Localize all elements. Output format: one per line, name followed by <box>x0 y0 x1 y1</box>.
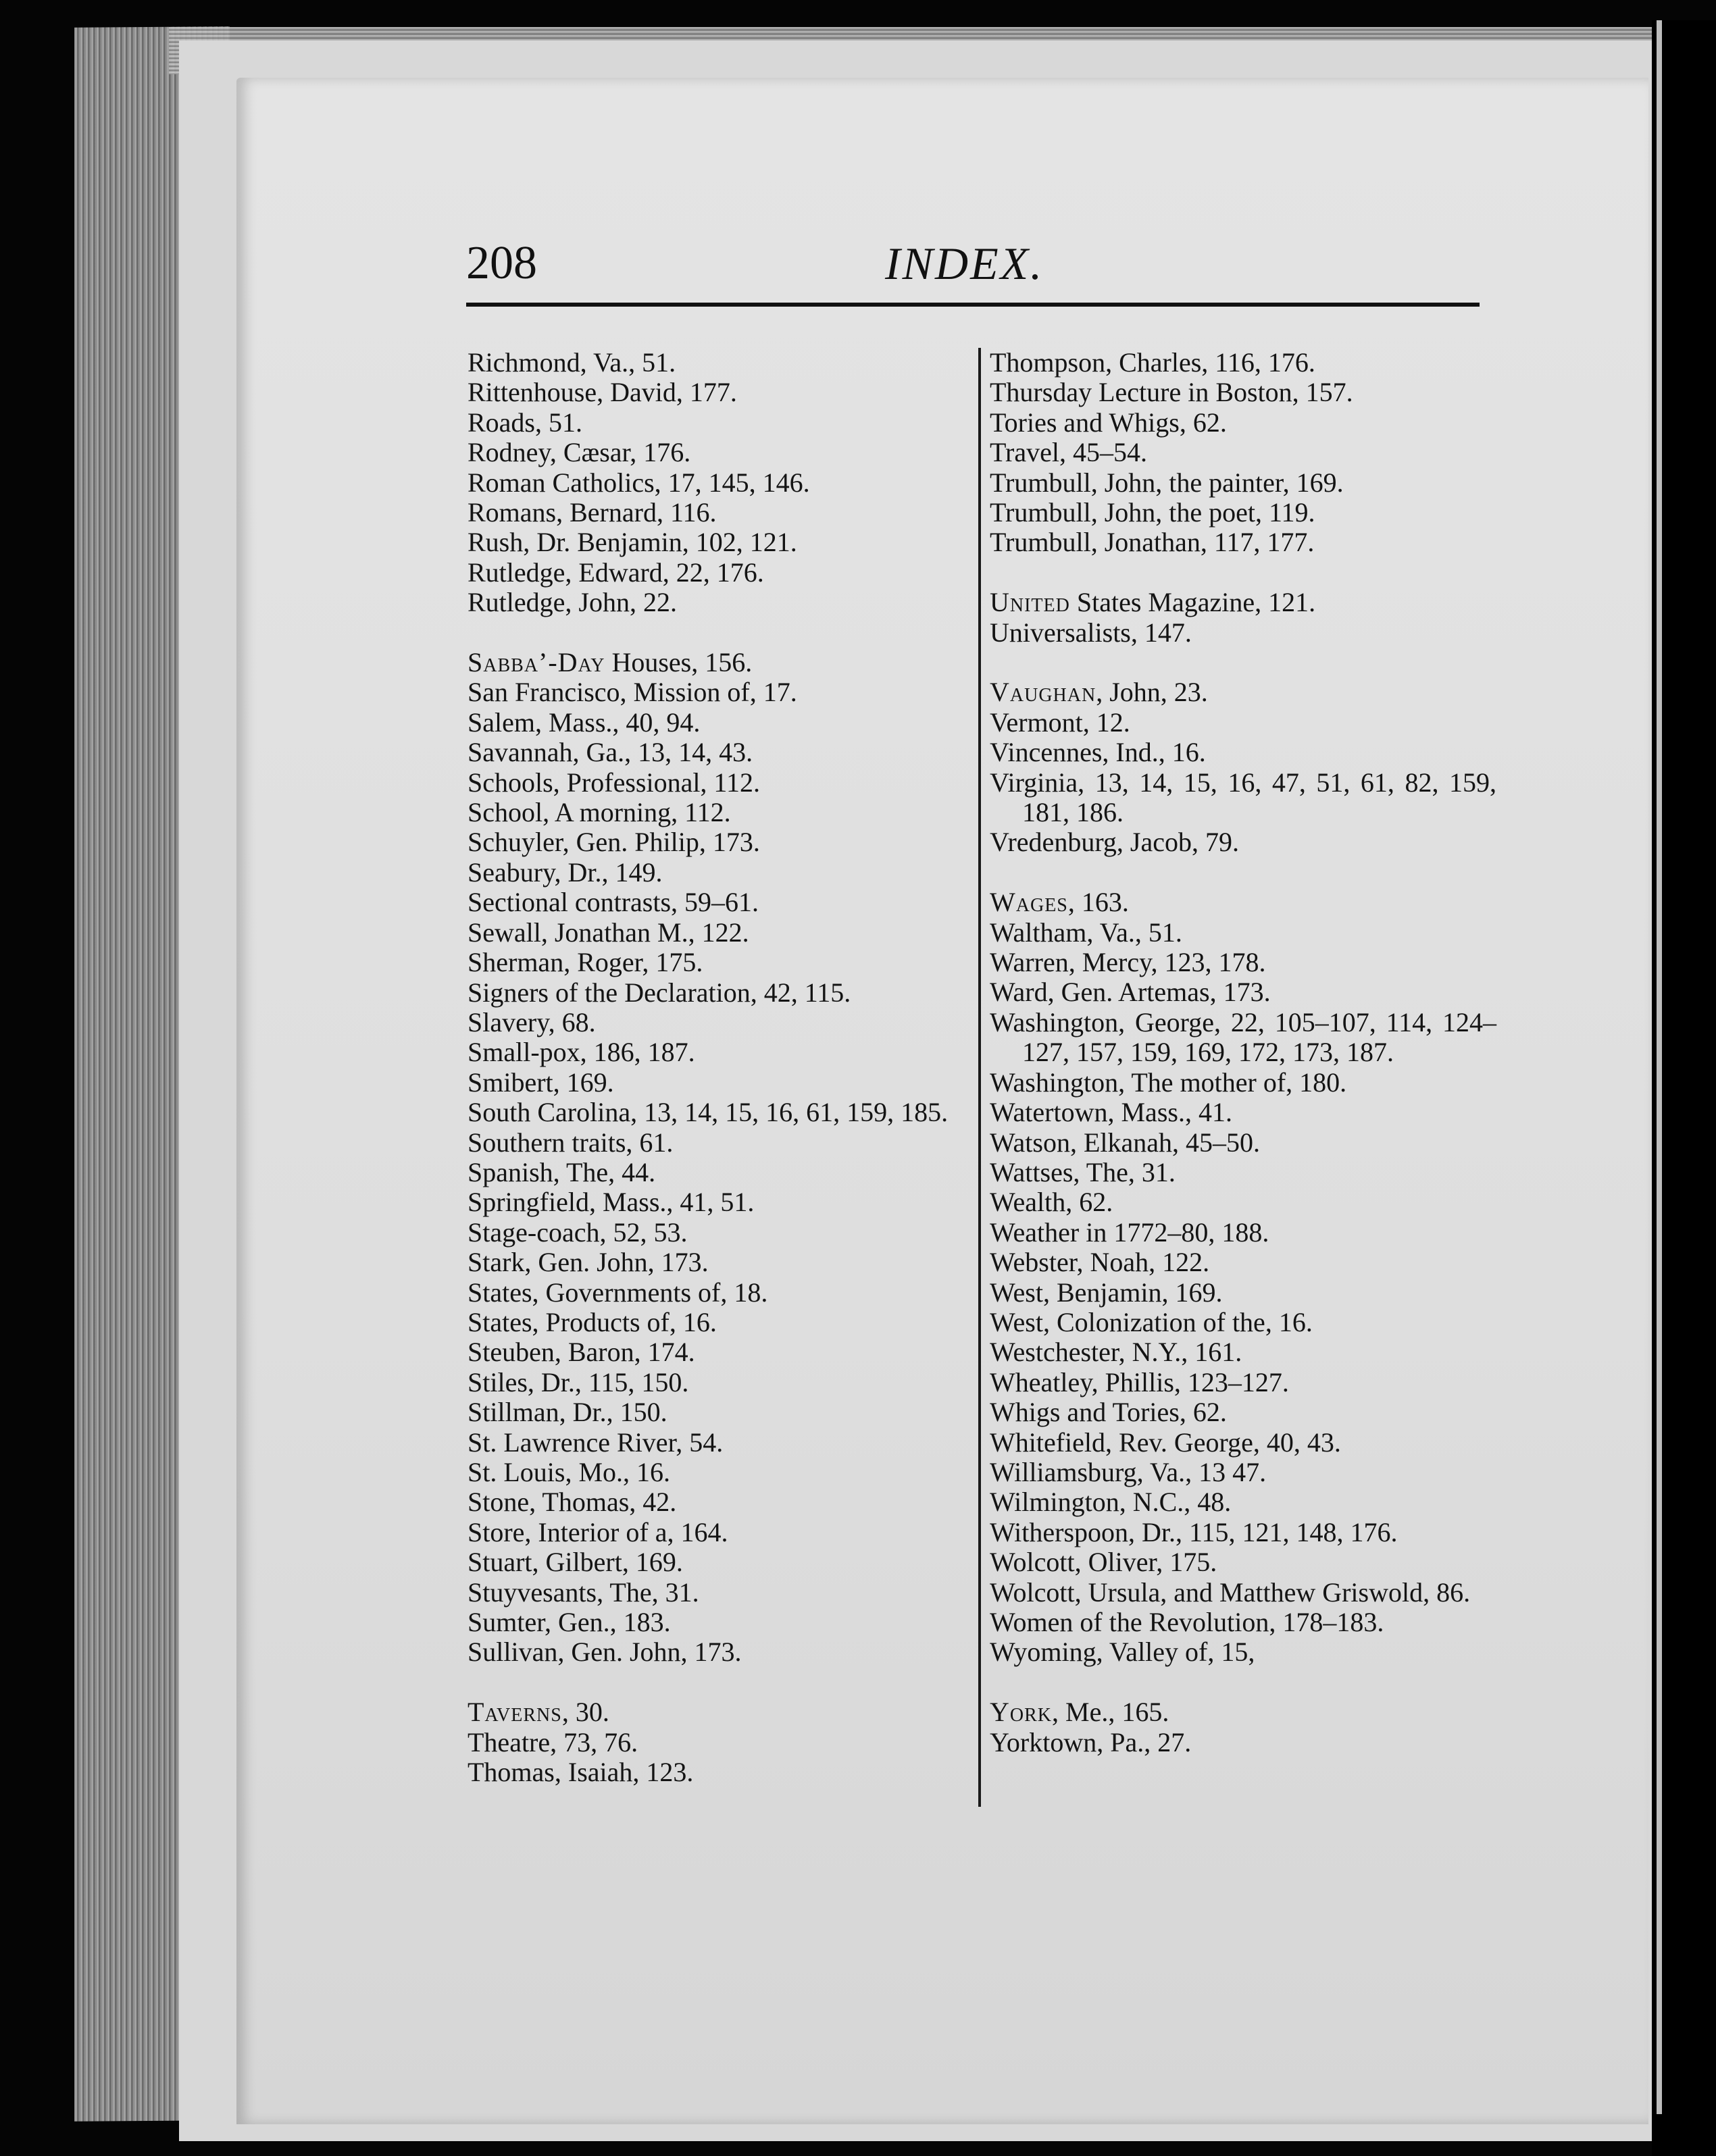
index-entry-text: Washington, The mother of, 180. <box>990 1067 1347 1098</box>
index-entry <box>990 408 1496 438</box>
index-entry-text: Watertown, Mass., 41. <box>990 1097 1232 1128</box>
index-entry-text: Savannah, Ga., 13, 14, 43. <box>468 737 753 768</box>
index-entry <box>468 948 967 977</box>
index-entry-text: Wilmington, N.C., 48. <box>990 1487 1232 1518</box>
index-entry-text: Roads, 51. <box>468 407 582 438</box>
index-entry-text: Williamsburg, Va., 13 47. <box>990 1456 1267 1487</box>
index-entry-text: Whigs and Tories, 62. <box>990 1397 1227 1428</box>
index-entry-text: , Me., 165. <box>1052 1697 1169 1728</box>
letter-group-gap <box>468 618 967 648</box>
index-entry-text: Stage-coach, 52, 53. <box>468 1216 688 1248</box>
index-entry-text: Travel, 45–54. <box>990 437 1147 468</box>
index-entry <box>990 1728 1496 1757</box>
index-entry-text: Sewall, Jonathan M., 122. <box>468 917 749 948</box>
index-entry-text: Trumbull, John, the poet, 119. <box>990 497 1315 528</box>
index-column-right <box>990 348 1496 1757</box>
index-entry-text: Wyoming, Valley of, 15, <box>990 1637 1255 1668</box>
index-entry <box>468 978 967 1008</box>
index-entry <box>468 408 967 438</box>
index-entry-text: Sectional contrasts, 59–61. <box>468 887 759 918</box>
index-entry-text: Rittenhouse, David, 177. <box>468 377 737 408</box>
index-entry <box>990 1637 1496 1667</box>
index-entry-text: Rush, Dr. Benjamin, 102, 121. <box>468 527 797 558</box>
index-entry <box>990 1368 1496 1397</box>
letter-group-gap <box>990 1668 1496 1697</box>
index-entry <box>990 948 1496 977</box>
index-entry <box>468 1487 967 1517</box>
index-entry <box>990 677 1496 707</box>
index-entry <box>468 498 967 528</box>
index-entry <box>468 438 967 467</box>
index-entry <box>990 1308 1496 1337</box>
index-entry <box>468 1368 967 1397</box>
index-entry-text: Stuart, Gilbert, 169. <box>468 1547 683 1578</box>
index-entry-text: School, A morning, 112. <box>468 797 731 828</box>
index-entry-text: Rutledge, Edward, 22, 176. <box>468 557 764 588</box>
index-entry-text: St. Louis, Mo., 16. <box>468 1457 671 1488</box>
index-entry <box>990 348 1496 378</box>
index-entry-text: Thursday Lecture in Boston, 157. <box>990 377 1353 408</box>
index-entry-text: Stiles, Dr., 115, 150. <box>468 1366 689 1397</box>
index-entry <box>990 738 1496 767</box>
index-entry-text: Universalists, 147. <box>990 617 1192 648</box>
index-entry <box>468 1308 967 1337</box>
index-entry <box>468 1547 967 1577</box>
index-entry <box>990 1248 1496 1277</box>
index-entry <box>468 1098 967 1127</box>
index-entry <box>990 1068 1496 1098</box>
index-entry-text: Weather in 1772–80, 188. <box>990 1216 1269 1248</box>
index-entry-text: Stark, Gen. John, 173. <box>468 1247 709 1278</box>
index-entry-text: Whitefield, Rev. George, 40, 43. <box>990 1427 1341 1458</box>
index-entry-text: South Carolina, 13, 14, 15, 16, 61, 159, 185. <box>468 1097 949 1128</box>
index-entry <box>468 348 967 378</box>
index-entry-text: Vincennes, Ind., 16. <box>990 737 1206 768</box>
index-entry-text: Washington, George, 22, 105–107, 114, 124–127, 157, 159, 169, 172, 173, 187. <box>990 1006 1496 1068</box>
column-divider <box>978 348 981 1807</box>
index-entry <box>990 1547 1496 1577</box>
page-header <box>466 230 1480 311</box>
letter-group-lead: Wages <box>990 887 1068 918</box>
index-entry <box>468 528 967 557</box>
index-entry-text: Stillman, Dr., 150. <box>468 1397 667 1428</box>
index-entry <box>990 1158 1496 1187</box>
index-entry <box>990 1278 1496 1308</box>
index-entry <box>990 1218 1496 1248</box>
index-entry <box>468 378 967 407</box>
letter-group-lead: United <box>990 587 1070 618</box>
index-entry <box>990 1608 1496 1637</box>
index-entry-text: Warren, Mercy, 123, 178. <box>990 947 1266 978</box>
index-entry-text: Southern traits, 61. <box>468 1127 674 1158</box>
running-title: INDEX. <box>885 238 1044 289</box>
index-entry <box>468 1428 967 1458</box>
index-entry-text: Vredenburg, Jacob, 79. <box>990 827 1239 858</box>
index-entry <box>990 588 1496 617</box>
index-entry-text: Signers of the Declaration, 42, 115. <box>468 977 851 1008</box>
index-entry <box>468 1757 967 1787</box>
index-entry <box>990 1518 1496 1547</box>
letter-group-gap <box>990 648 1496 677</box>
index-entry-text: Small-pox, 186, 187. <box>468 1037 695 1068</box>
index-entry <box>468 888 967 917</box>
index-entry-text: Vermont, 12. <box>990 707 1130 738</box>
index-entry <box>990 1128 1496 1158</box>
index-entry-text: , John, 23. <box>1096 677 1208 708</box>
index-entry <box>468 1187 967 1217</box>
index-entry-text: Virginia, 13, 14, 15, 16, 47, 51, 61, 82, 159, 181, 186. <box>990 767 1496 828</box>
index-column-left <box>468 348 967 1787</box>
index-entry <box>468 858 967 888</box>
index-entry-text: Wealth, 62. <box>990 1187 1113 1218</box>
index-entry <box>468 558 967 588</box>
index-entry-text: Springfield, Mass., 41, 51. <box>468 1187 755 1218</box>
index-entry-text: Watson, Elkanah, 45–50. <box>990 1127 1261 1158</box>
index-entry <box>990 1428 1496 1458</box>
index-entry-text: St. Lawrence River, 54. <box>468 1427 724 1458</box>
index-entry-text: Rutledge, John, 22. <box>468 587 677 618</box>
index-entry <box>468 1637 967 1667</box>
index-entry <box>990 618 1496 648</box>
index-entry-text: Stuyvesants, The, 31. <box>468 1576 699 1608</box>
index-entry-text: West, Colonization of the, 16. <box>990 1306 1313 1337</box>
index-entry-text: , 30. <box>561 1697 609 1728</box>
index-entry-text: Seabury, Dr., 149. <box>468 856 663 888</box>
index-entry <box>990 498 1496 528</box>
index-entry <box>468 798 967 827</box>
index-entry-text: Theatre, 73, 76. <box>468 1726 638 1757</box>
index-entry-text: Sullivan, Gen. John, 173. <box>468 1637 742 1668</box>
index-entry-text: , 163. <box>1067 887 1129 918</box>
letter-group-gap <box>990 858 1496 888</box>
index-entry <box>990 977 1496 1007</box>
index-entry <box>468 1248 967 1277</box>
index-entry <box>468 1337 967 1367</box>
index-entry <box>468 1008 967 1037</box>
index-entry-text: Waltham, Va., 51. <box>990 917 1182 948</box>
index-entry <box>468 588 967 617</box>
index-entry-text: Houses, 156. <box>605 647 753 678</box>
index-entry <box>990 708 1496 738</box>
index-entry-text: Thomas, Isaiah, 123. <box>468 1757 694 1788</box>
index-entry-text: States, Products of, 16. <box>468 1306 717 1337</box>
index-entry <box>990 1697 1496 1727</box>
index-entry <box>990 1397 1496 1427</box>
letter-group-lead: York <box>990 1697 1053 1728</box>
index-entry-text: Steuben, Baron, 174. <box>468 1337 695 1368</box>
index-entry <box>468 708 967 738</box>
index-entry-text: Ward, Gen. Artemas, 173. <box>990 977 1271 1008</box>
index-entry <box>468 827 967 857</box>
index-entry-text: Smibert, 169. <box>468 1067 614 1098</box>
index-entry <box>990 918 1496 948</box>
index-entry <box>990 1337 1496 1367</box>
index-entry-text: Wheatley, Phillis, 123–127. <box>990 1366 1289 1397</box>
index-entry-text: Salem, Mass., 40, 94. <box>468 707 701 738</box>
index-entry <box>468 1158 967 1187</box>
index-entry-text: Tories and Whigs, 62. <box>990 407 1227 438</box>
index-entry <box>468 1128 967 1158</box>
index-entry-text: Schuyler, Gen. Philip, 173. <box>468 827 760 858</box>
index-entry <box>990 1008 1496 1068</box>
index-entry <box>990 1458 1496 1487</box>
index-entry-text: Thompson, Charles, 116, 176. <box>990 347 1315 378</box>
letter-group-lead: Vaughan <box>990 677 1096 708</box>
index-entry <box>468 1608 967 1637</box>
index-entry-text: Spanish, The, 44. <box>468 1156 656 1187</box>
index-entry <box>468 1697 967 1727</box>
index-entry-text: Wolcott, Oliver, 175. <box>990 1547 1217 1578</box>
index-entry <box>468 1397 967 1427</box>
index-entry-text: Sumter, Gen., 183. <box>468 1607 671 1638</box>
index-entry <box>990 1487 1496 1517</box>
index-entry-text: Store, Interior of a, 164. <box>468 1516 728 1547</box>
index-entry-text: Rodney, Cæsar, 176. <box>468 437 691 468</box>
index-entry-text: Richmond, Va., 51. <box>468 347 676 378</box>
index-entry <box>990 528 1496 557</box>
index-entry-text: San Francisco, Mission of, 17. <box>468 677 797 708</box>
index-entry-text: Slavery, 68. <box>468 1006 596 1037</box>
index-entry <box>990 1098 1496 1127</box>
index-entry <box>468 1458 967 1487</box>
header-rule <box>466 303 1480 307</box>
index-entry <box>990 1187 1496 1217</box>
index-entry-text: Stone, Thomas, 42. <box>468 1487 677 1518</box>
index-entry <box>468 1068 967 1098</box>
index-entry-text: Sherman, Roger, 175. <box>468 947 703 978</box>
index-entry-text: Schools, Professional, 112. <box>468 767 760 798</box>
letter-group-gap <box>990 558 1496 588</box>
index-entry-text: Roman Catholics, 17, 145, 146. <box>468 467 810 498</box>
letter-group-lead: Taverns <box>468 1697 562 1728</box>
index-entry-text: Yorktown, Pa., 27. <box>990 1726 1192 1757</box>
index-entry <box>468 1518 967 1547</box>
index-entry-text: States, Governments of, 18. <box>468 1277 768 1308</box>
index-entry <box>990 378 1496 407</box>
index-entry-text: Romans, Bernard, 116. <box>468 497 717 528</box>
index-entry <box>468 768 967 798</box>
index-entry <box>468 1278 967 1308</box>
index-entry <box>468 738 967 767</box>
index-entry <box>468 677 967 707</box>
index-entry <box>468 1037 967 1067</box>
index-entry <box>468 468 967 498</box>
index-entry-text: Witherspoon, Dr., 115, 121, 148, 176. <box>990 1516 1398 1547</box>
index-entry <box>990 768 1496 828</box>
index-entry-text: Trumbull, John, the painter, 169. <box>990 467 1344 498</box>
index-entry <box>990 888 1496 917</box>
index-entry-text: Westchester, N.Y., 161. <box>990 1337 1242 1368</box>
index-entry-text: Webster, Noah, 122. <box>990 1247 1210 1278</box>
index-entry <box>990 827 1496 857</box>
index-entry-text: Wattses, The, 31. <box>990 1156 1176 1187</box>
index-entry-text: Women of the Revolution, 178–183. <box>990 1607 1384 1638</box>
index-entry <box>990 438 1496 467</box>
index-entry <box>990 468 1496 498</box>
index-entry <box>990 1578 1496 1608</box>
page-number: 208 <box>466 237 537 289</box>
index-entry <box>468 918 967 948</box>
index-entry <box>468 1578 967 1608</box>
index-entry-text: Trumbull, Jonathan, 117, 177. <box>990 527 1315 558</box>
index-entry <box>468 1218 967 1248</box>
letter-group-lead: Sabba’-Day <box>468 647 605 678</box>
facing-page-edge <box>1657 20 1662 2114</box>
index-entry-text: Wolcott, Ursula, and Matthew Griswold, 86. <box>990 1576 1471 1608</box>
index-entry <box>468 1728 967 1757</box>
index-entry-text: States Magazine, 121. <box>1069 587 1316 618</box>
index-entry <box>468 648 967 677</box>
letter-group-gap <box>468 1668 967 1697</box>
index-entry-text: West, Benjamin, 169. <box>990 1277 1223 1308</box>
